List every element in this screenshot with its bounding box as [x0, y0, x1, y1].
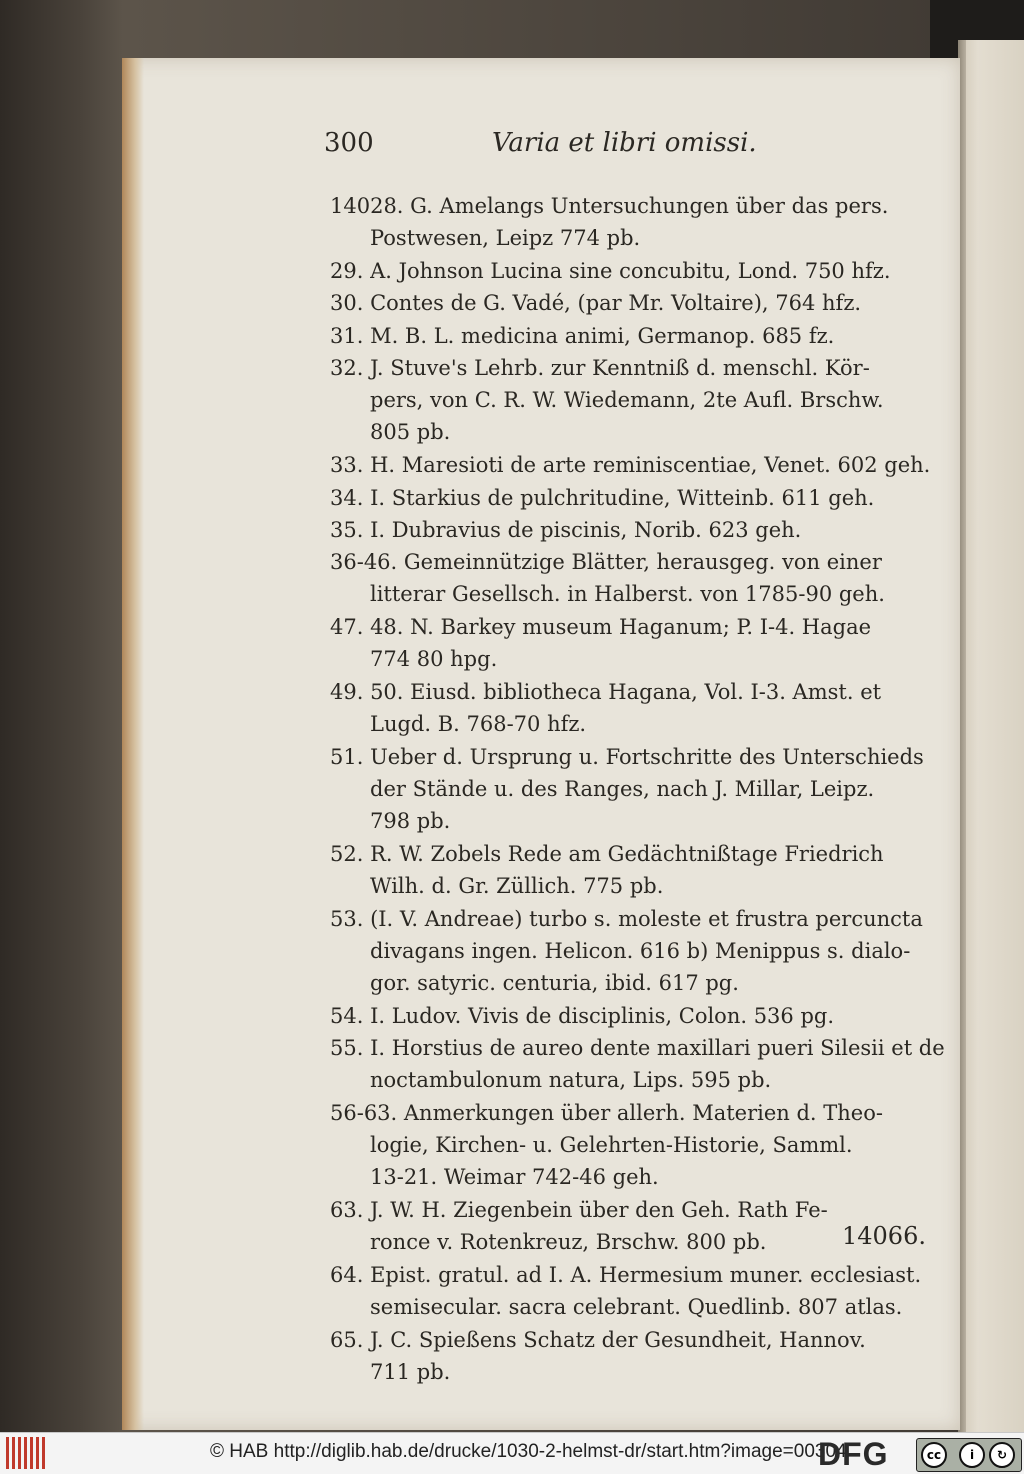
catalog-entry	[330, 903, 922, 999]
page-header	[324, 128, 924, 168]
catalog-entry	[330, 1032, 945, 1096]
entry-line: 798 pb.	[370, 808, 451, 833]
entry-line: logie, Kirchen- u. Gelehrten-Historie, Samml.	[370, 1133, 853, 1158]
entry-line: 33. H. Maresioti de arte reminiscentiae, Venet. 602 geh.	[330, 453, 931, 478]
facing-page-edge	[958, 40, 1024, 1432]
attribution-icon: i	[959, 1442, 985, 1468]
entry-line: 29. A. Johnson Lucina sine concubitu, Lond. 750 hfz.	[330, 258, 891, 283]
catalog-entry	[330, 1194, 922, 1258]
catalog-entry	[330, 1097, 922, 1193]
entry-line: pers, von C. R. W. Wiedemann, 2te Aufl. Brschw.	[370, 388, 884, 412]
entry-line: 53. (I. V. Andreae) turbo s. moleste et frustra percuncta	[330, 906, 923, 931]
entry-line: 55. I. Horstius de aureo dente maxillari pueri Silesii et de	[330, 1036, 945, 1061]
entry-line: 31. M. B. L. medicina animi, Germanop. 685 fz.	[330, 323, 835, 348]
entry-line: litterar Gesellsch. in Halberst. von 1785-90 geh.	[370, 582, 885, 607]
catalog-entry	[330, 482, 922, 514]
entry-line: 51. Ueber d. Ursprung u. Fortschritte des Unterschieds	[330, 744, 924, 769]
catalog-entry	[330, 287, 922, 319]
entry-line: 14028. G. Amelangs Untersuchungen über das pers.	[330, 194, 889, 218]
catalog-entry	[330, 449, 931, 481]
entry-line: 65. J. C. Spießens Schatz der Gesundheit, Hannov.	[330, 1328, 866, 1352]
entry-line: divagans ingen. Helicon. 616 b) Menippus s. dialo-	[370, 938, 911, 963]
entry-line: noctambulonum natura, Lips. 595 pb.	[370, 1068, 772, 1093]
catchword-number: 14066.	[842, 1222, 926, 1250]
copyright-link[interactable]: © HAB http://diglib.hab.de/drucke/1030-2-helmst-dr/start.htm?image=00304	[210, 1441, 847, 1462]
hab-logo-icon[interactable]	[6, 1437, 46, 1469]
entry-line: der Stände u. des Ranges, nach J. Millar, Leipz.	[370, 776, 875, 801]
running-title: Varia et libri omissi.	[492, 128, 757, 158]
entry-line: 49. 50. Eiusd. bibliotheca Hagana, Vol. I-3. Amst. et	[330, 680, 882, 704]
entry-line: 36-46. Gemeinnützige Blätter, herausgeg. von einer	[330, 550, 882, 575]
catalog-entry	[330, 676, 922, 740]
dfg-logo[interactable]: DFG	[818, 1436, 889, 1472]
entry-line: Lugd. B. 768-70 hfz.	[370, 712, 587, 736]
entry-line: 711 pb.	[370, 1360, 451, 1384]
catalog-entry	[330, 1000, 922, 1032]
entry-line: 32. J. Stuve's Lehrb. zur Kenntniß d. menschl. Kör-	[330, 356, 870, 380]
catalog-entry	[330, 546, 922, 610]
entry-line: ronce v. Rotenkreuz, Brschw. 800 pb.	[370, 1230, 767, 1255]
entry-line: 52. R. W. Zobels Rede am Gedächtnißtage Friedrich	[330, 842, 884, 866]
entry-line: 64. Epist. gratul. ad I. A. Hermesium muner. ecclesiast.	[330, 1263, 922, 1288]
creative-commons-badge[interactable]	[916, 1438, 1022, 1472]
catalog-entry	[330, 190, 922, 254]
catalog-entry	[330, 255, 922, 287]
entry-line: Postwesen, Leipz 774 pb.	[370, 226, 641, 250]
entry-line: 56-63. Anmerkungen über allerh. Materien d. Theo-	[330, 1101, 883, 1126]
entry-line: gor. satyric. centuria, ibid. 617 pg.	[370, 970, 739, 995]
entry-line: 805 pb.	[370, 420, 451, 444]
catalog-entry	[330, 611, 922, 675]
catalog-entry	[330, 1259, 922, 1323]
entry-line: 34. I. Starkius de pulchritudine, Witteinb. 611 geh.	[330, 485, 875, 510]
catalog-entry	[330, 741, 922, 837]
catalog-entry	[330, 514, 922, 546]
entry-line: 35. I. Dubravius de piscinis, Norib. 623 geh.	[330, 518, 802, 542]
viewer-footer	[0, 1432, 1024, 1474]
entry-line: 774 80 hpg.	[370, 647, 498, 672]
catalog-entry	[330, 320, 922, 352]
share-alike-icon: ↻	[989, 1442, 1015, 1468]
catalog-entry	[330, 1324, 922, 1388]
page-number: 300	[324, 128, 374, 158]
entry-line: 47. 48. N. Barkey museum Haganum; P. I-4. Hagae	[330, 615, 872, 640]
catalog-entry	[330, 838, 922, 902]
entry-line: Wilh. d. Gr. Züllich. 775 pb.	[370, 874, 664, 898]
entry-line: semisecular. sacra celebrant. Quedlinb. 807 atlas.	[370, 1295, 903, 1320]
entry-line: 54. I. Ludov. Vivis de disciplinis, Colon. 536 pg.	[330, 1004, 835, 1028]
catalog-entry	[330, 352, 922, 448]
cc-icon: cc	[921, 1442, 947, 1468]
entry-line: 30. Contes de G. Vadé, (par Mr. Voltaire), 764 hfz.	[330, 291, 862, 316]
entry-line: 13-21. Weimar 742-46 geh.	[370, 1165, 659, 1190]
entry-line: 63. J. W. H. Ziegenbein über den Geh. Rath Fe-	[330, 1198, 828, 1223]
